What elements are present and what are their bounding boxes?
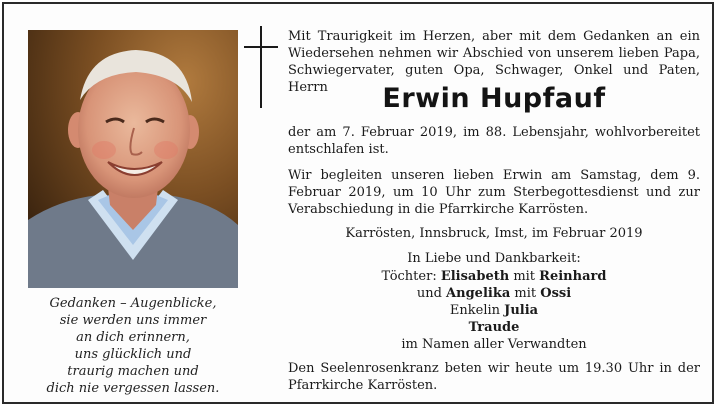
daughter-name: Elisabeth	[440, 269, 510, 284]
with-text: mit	[509, 269, 540, 284]
cross-icon	[244, 26, 278, 108]
signoff: In Liebe und Dankbarkeit:	[407, 251, 581, 266]
family-line-grandchild	[288, 302, 700, 319]
poem-line: traurig machen und	[67, 364, 199, 379]
rosary-notice: Den Seelenrosenkranz beten wir heute um 19.30 Uhr in der Pfarrkirche Karrösten.	[288, 361, 700, 393]
partner-name: Reinhard	[539, 269, 607, 284]
obituary-card	[2, 2, 714, 404]
funeral-details: Wir begleiten unseren lieben Erwin am Samstag, dem 9. Februar 2019, um 10 Uhr zum Sterbegottesdienst und zur Verabschiedung in die Pfarrkirche Karrösten.	[288, 168, 700, 217]
portrait-image	[28, 30, 238, 288]
partner-name: Ossi	[540, 286, 572, 301]
death-notice: der am 7. Februar 2019, im 88. Lebensjahr, wohlvorbereitet entschlafen ist.	[288, 125, 700, 157]
granddaughter-name: Julia	[504, 303, 539, 318]
poem-line: dich nie vergessen lassen.	[46, 381, 220, 396]
portrait-photo	[28, 30, 238, 288]
poem-line: Gedanken – Augenblicke,	[49, 296, 217, 311]
relative-name: Traude	[468, 320, 520, 335]
poem-line: uns glücklich und	[74, 347, 192, 362]
poem-line: sie werden uns immer	[59, 313, 207, 328]
daughter-name: Angelika	[446, 286, 511, 301]
and-text: und	[416, 286, 447, 301]
intro-text: Mit Traurigkeit im Herzen, aber mit dem Gedanken an ein Wiedersehen nehmen wir Abschied von unserem lieben Papa, Schwiegervater, guten Opa, Schwager, Onkel und Paten, Herrn	[288, 29, 700, 95]
daughters-prefix: Töchter:	[381, 269, 441, 284]
family-list	[288, 268, 700, 353]
granddaughter-prefix: Enkelin	[449, 303, 505, 318]
family-line-traude	[288, 319, 700, 336]
family-line-daughter2	[288, 285, 700, 302]
poem-line: an dich erinnern,	[76, 330, 190, 345]
family-line-relatives: im Namen aller Verwandten	[401, 337, 587, 352]
memorial-poem	[28, 295, 238, 397]
deceased-name: Erwin Hupfauf	[382, 83, 606, 114]
location-date: Karrösten, Innsbruck, Imst, im Februar 2019	[345, 226, 643, 241]
with-text: mit	[510, 286, 541, 301]
family-line-daughter1	[288, 268, 700, 285]
